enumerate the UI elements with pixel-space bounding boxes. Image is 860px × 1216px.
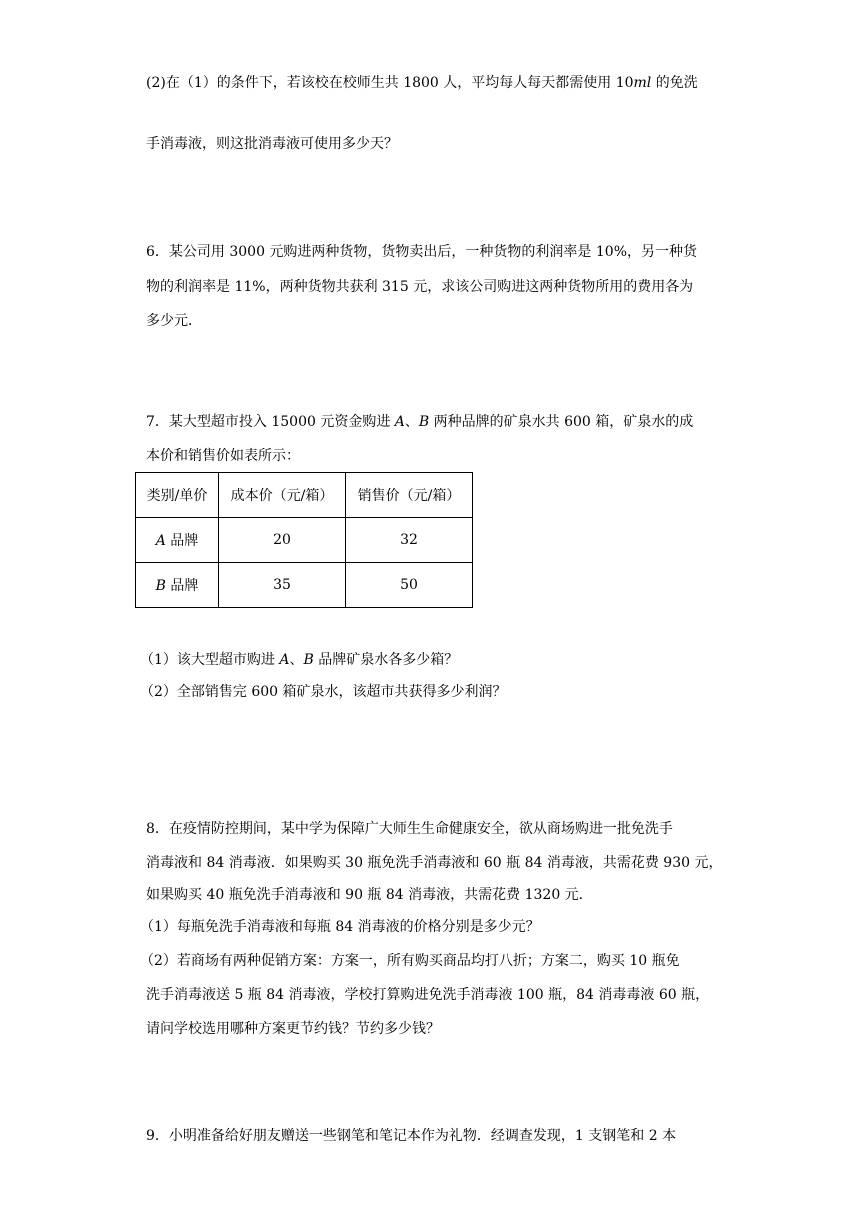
q8-line3: 如果购买 40 瓶免洗手消毒液和 90 瓶 84 消毒液，共需花费 1320 元． bbox=[146, 887, 593, 903]
header-cost: 成本价（元/箱） bbox=[219, 473, 346, 518]
q6-line2: 物的利润率是 11%，两种货物共获利 315 元，求该公司购进这两种货物所用的费用各为 bbox=[146, 279, 694, 295]
q8-line2: 消毒液和 84 消毒液．如果购买 30 瓶免洗手消毒液和 60 瓶 84 消毒液，共需花费 930 元， bbox=[146, 855, 723, 871]
q8-sub2-line2: 洗手消毒液送 5 瓶 84 消毒液，学校打算购进免洗手消毒液 100 瓶，84 消毒毒液 60 瓶， bbox=[146, 987, 710, 1003]
table-row bbox=[136, 518, 473, 563]
q7-sub2: （2）全部销售完 600 箱矿泉水，该超市共获得多少利润？ bbox=[140, 684, 507, 700]
header-category: 类别/单价 bbox=[136, 473, 219, 518]
table-row bbox=[136, 563, 473, 608]
q9-line1: 9．小明准备给好朋友赠送一些钢笔和笔记本作为礼物．经调查发现，1 支钢笔和 2 本 bbox=[146, 1128, 677, 1144]
q5-part2-line1: (2)在（1）的条件下，若该校在校师生共 1800 人，平均每人每天都需使用 10ml 的免洗 bbox=[146, 75, 698, 91]
row-a-cost: 20 bbox=[219, 518, 346, 563]
q8-line1: 8．在疫情防控期间，某中学为保障广大师生生命健康安全，欲从商场购进一批免洗手 bbox=[146, 821, 673, 837]
price-table bbox=[135, 472, 473, 608]
q6-line3: 多少元． bbox=[146, 313, 202, 329]
table-header-row bbox=[136, 473, 473, 518]
q7-line1: 7．某大型超市投入 15000 元资金购进 A、B 两种品牌的矿泉水共 600 箱，矿泉水的成 bbox=[146, 414, 694, 430]
row-brand-a: A 品牌 bbox=[136, 518, 219, 563]
q8-sub2-line1: （2）若商场有两种促销方案：方案一，所有购买商品均打八折；方案二，购买 10 瓶免 bbox=[140, 953, 680, 969]
q7-line2: 本价和销售价如表所示： bbox=[146, 448, 300, 464]
row-brand-b: B 品牌 bbox=[136, 563, 219, 608]
row-b-price: 50 bbox=[346, 563, 473, 608]
q8-sub1: （1）每瓶免洗手消毒液和每瓶 84 消毒液的价格分别是多少元？ bbox=[140, 919, 540, 935]
q5-part2-line2: 手消毒液，则这批消毒液可使用多少天？ bbox=[146, 136, 398, 152]
row-b-cost: 35 bbox=[219, 563, 346, 608]
q7-sub1: （1）该大型超市购进 A、B 品牌矿泉水各多少箱？ bbox=[140, 652, 459, 668]
q6-line1: 6．某公司用 3000 元购进两种货物，货物卖出后，一种货物的利润率是 10%，另一种货 bbox=[146, 244, 698, 260]
header-price: 销售价（元/箱） bbox=[346, 473, 473, 518]
q8-sub2-line3: 请问学校选用哪种方案更节约钱？节约多少钱？ bbox=[146, 1021, 440, 1037]
row-a-price: 32 bbox=[346, 518, 473, 563]
